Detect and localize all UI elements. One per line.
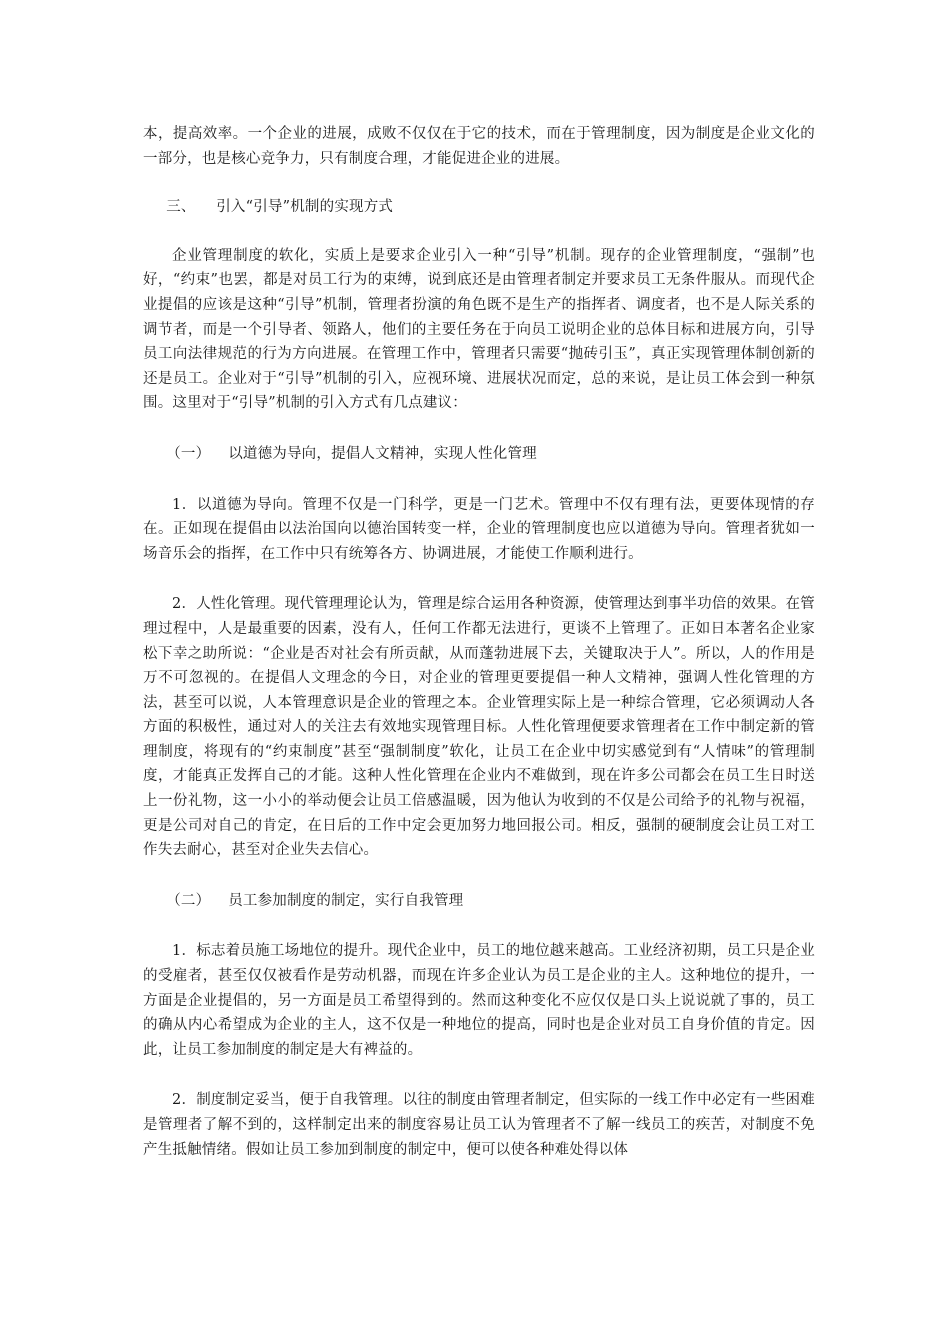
subsection-number: （二） [166, 892, 211, 909]
subsection-2-paragraph-2: 2．制度制定妥当，便于自我管理。以往的制度由管理者制定，但实际的一线工作中必定有一些困难是管理者了解不到的，这样制定出来的制度容易让员工认为管理者不了解一线员工的疾苦，对制度不免产生抵触情绪。假如让员工参加到制度的制定中，便可以使各种难处得以体 [143, 1092, 815, 1158]
section-number: 三、 [166, 199, 196, 216]
subsection-1-paragraph-2: 2．人性化管理。现代管理理论认为，管理是综合运用各种资源，使管理达到事半功倍的效果。在管理过程中，人是最重要的因素，没有人，任何工作都无法进行，更谈不上管理了。正如日本著名企业家松下幸之助所说：“企业是否对社会有所贡献，从而蓬勃进展下去，关键取决于人”。所以，人的作用是万不可忽视的。在提倡人文理念的今日，对企业的管理更要提倡一种人文精神，强调人性化管理的方法，甚至可以说，人本管理意识是企业的管理之本。企业管理实际上是一种综合管理，它必须调动人各方面的积极性，通过对人的关注去有效地实现管理目标。人性化管理便要求管理者在工作中制定新的管理制度，将现有的“约束制度”甚至“强制制度”软化，让员工在企业中切实感觉到有“人情味”的管理制度，才能真正发挥自己的才能。这种人性化管理在企业内不难做到，现在许多公司都会在员工生日时送上一份礼物，这一小小的举动便会让员工倍感温暖，因为他认为收到的不仅是公司给予的礼物与祝福，更是公司对自己的肯定，在日后的工作中定会更加努力地回报公司。相反，强制的硬制度会让员工对工作失去耐心，甚至对企业失去信心。 [143, 596, 815, 859]
subsection-title: 员工参加制度的制定，实行自我管理 [228, 892, 464, 909]
subsection-heading-1 [143, 442, 815, 467]
subsection-title: 以道德为导向，提倡人文精神，实现人性化管理 [228, 445, 537, 462]
subsection-2-paragraph-1: 1．标志着员施工场地位的提升。现代企业中，员工的地位越来越高。工业经济初期，员工只是企业的受雇者，甚至仅仅被看作是劳动机器，而现在许多企业认为员工是企业的主人。这种地位的提升，一方面是企业提倡的，另一方面是员工希望得到的。然而这种变化不应仅仅是口头上说说就了事的，员工的确从内心希望成为企业的主人，这不仅是一种地位的提高，同时也是企业对员工自身价值的肯定。因此，让员工参加制度的制定是大有裨益的。 [143, 943, 815, 1058]
subsection-1-paragraph-1: 1．以道德为导向。管理不仅是一门科学，更是一门艺术。管理中不仅有理有法，更要体现情的存在。正如现在提倡由以法治国向以德治国转变一样，企业的管理制度也应以道德为导向。管理者犹如一场音乐会的指挥，在工作中只有统筹各方、协调进展，才能使工作顺利进行。 [143, 496, 815, 562]
intro-paragraph: 本，提高效率。一个企业的进展，成败不仅仅在于它的技术，而在于管理制度，因为制度是企业文化的一部分，也是核心竞争力，只有制度合理，才能促进企业的进展。 [143, 126, 815, 167]
section-title: 引入“引导”机制的实现方式 [216, 199, 394, 216]
subsection-heading-2 [143, 889, 815, 914]
document-page [143, 122, 815, 1162]
subsection-number: （一） [166, 445, 211, 462]
section-heading-3 [143, 195, 815, 220]
section-3-paragraph: 企业管理制度的软化，实质上是要求企业引入一种“引导”机制。现存的企业管理制度，“强制”也好，“约束”也罢，都是对员工行为的束缚，说到底还是由管理者制定并要求员工无条件服从。而现代企业提倡的应该是这种“引导”机制，管理者扮演的角色既不是生产的指挥者、调度者，也不是人际关系的调节者，而是一个引导者、领路人，他们的主要任务在于向员工说明企业的总体目标和进展方向，引导员工向法律规范的行为方向进展。在管理工作中，管理者只需要“抛砖引玉”，真正实现管理体制创新的还是员工。企业对于“引导”机制的引入，应视环境、进展状况而定，总的来说，是让员工体会到一种氛围。这里对于“引导”机制的引入方式有几点建议： [143, 247, 815, 412]
